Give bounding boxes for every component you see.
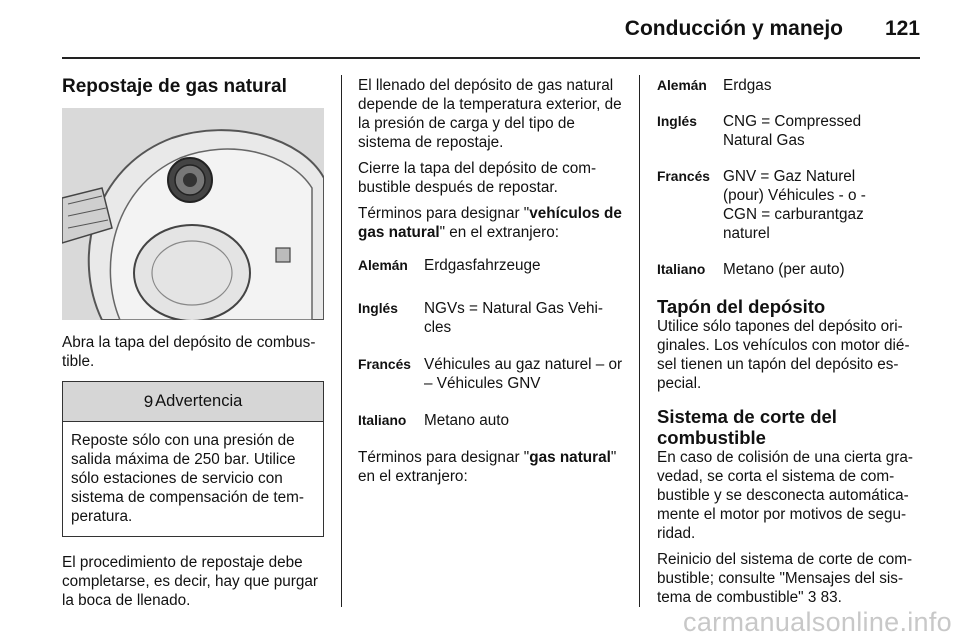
bold-term: vehículos de gas natural xyxy=(358,205,622,241)
paragraph-gas-terms-intro xyxy=(358,448,624,486)
column-middle xyxy=(358,76,624,493)
term-language: Italiano xyxy=(358,413,407,428)
paragraph-corte: En caso de colisión de una cierta gra-vedad, se corta el sistema de com-bustible y se desconecta automática-mente el motor por motivos de segu-ridad. xyxy=(657,449,913,542)
fuel-filler-drawing xyxy=(62,108,324,320)
paragraph-tapon: Utilice sólo tapones del depósito ori-ginales. Los vehículos con motor dié-sel tienen un tapón del depósito es-pecial. xyxy=(657,318,910,392)
paragraph-purge: El procedimiento de repostaje debe completarse, es decir, hay que purgar la boca de llenado. xyxy=(62,554,318,609)
term-row xyxy=(358,299,624,337)
term-value: NGVs = Natural Gas Vehi-cles xyxy=(424,300,603,336)
fuel-filler-illustration xyxy=(62,108,324,320)
term-language: Francés xyxy=(358,357,411,372)
term-value: Erdgasfahrzeuge xyxy=(424,257,541,274)
term-row xyxy=(358,256,624,275)
term-row xyxy=(657,167,922,243)
paragraph-vehicle-terms-intro xyxy=(358,204,624,242)
column-right xyxy=(657,76,922,614)
warning-header xyxy=(63,382,323,422)
page-header-title: Conducción y manejo xyxy=(624,17,843,40)
section-title-repostaje: Repostaje de gas natural xyxy=(62,76,287,97)
bold-term: gas natural xyxy=(529,449,611,466)
text-fragment: Reinicio del sistema de corte de com-bustible; consulte "Mensajes del sis-tema de combustible" xyxy=(657,551,913,606)
term-value: Metano auto xyxy=(424,412,510,429)
term-language: Inglés xyxy=(657,114,697,129)
term-value: CNG = Compressed Natural Gas xyxy=(723,113,862,149)
warning-body: Reposte sólo con una presión de salida máxima de 250 bar. Utilice sólo estaciones de servicio con sistema de compensación de tem-peratura. xyxy=(71,432,304,525)
term-language: Alemán xyxy=(657,78,707,93)
term-value: Metano (per auto) xyxy=(723,261,845,278)
term-language: Francés xyxy=(657,169,710,184)
paragraph-close-cap: Cierre la tapa del depósito de com-bustible después de repostar. xyxy=(358,160,597,196)
text-fragment: Términos para designar " xyxy=(358,205,530,222)
page-number: 121 xyxy=(884,17,920,40)
column-divider-left xyxy=(341,75,342,607)
gas-terms-table xyxy=(657,76,922,279)
term-language: Alemán xyxy=(358,258,408,273)
term-value: Erdgas xyxy=(723,77,772,94)
term-row xyxy=(657,112,922,150)
term-row xyxy=(358,411,624,430)
text-fragment: " en el extranjero: xyxy=(358,449,617,485)
text-fragment: " en el extranjero: xyxy=(439,224,559,241)
section-title-tapon: Tapón del depósito xyxy=(657,296,826,317)
term-value: GNV = Gaz Naturel (pour) Véhicules - o - CGN = carburantgaz naturel xyxy=(723,168,866,242)
warning-icon: 9 xyxy=(143,392,154,411)
term-value: Véhicules au gaz naturel – or – Véhicules GNV xyxy=(424,356,623,392)
paragraph-filling: El llenado del depósito de gas natural depende de la temperatura exterior, de la presión de carga y del tipo de sistema de repostaje. xyxy=(358,77,622,151)
watermark: carmanualsonline.info xyxy=(683,607,952,637)
page-reference[interactable]: 83. xyxy=(820,589,842,606)
warning-box xyxy=(62,381,324,537)
term-language: Inglés xyxy=(358,301,398,316)
section-title-corte: Sistema de corte del combustible xyxy=(657,406,837,448)
warning-title: Advertencia xyxy=(155,392,243,410)
text-fragment: Términos para designar " xyxy=(358,449,530,466)
caption-open-cap: Abra la tapa del depósito de combus-tible. xyxy=(62,334,316,370)
column-divider-right xyxy=(639,75,640,607)
term-row xyxy=(657,260,922,279)
vehicle-terms-table xyxy=(358,256,624,430)
term-row xyxy=(358,355,624,393)
page-reference-icon: 3 xyxy=(807,589,817,606)
term-language: Italiano xyxy=(657,262,706,277)
paragraph-reinicio xyxy=(657,550,922,607)
term-row xyxy=(657,76,922,95)
header-rule xyxy=(62,57,920,59)
column-left xyxy=(62,76,324,617)
